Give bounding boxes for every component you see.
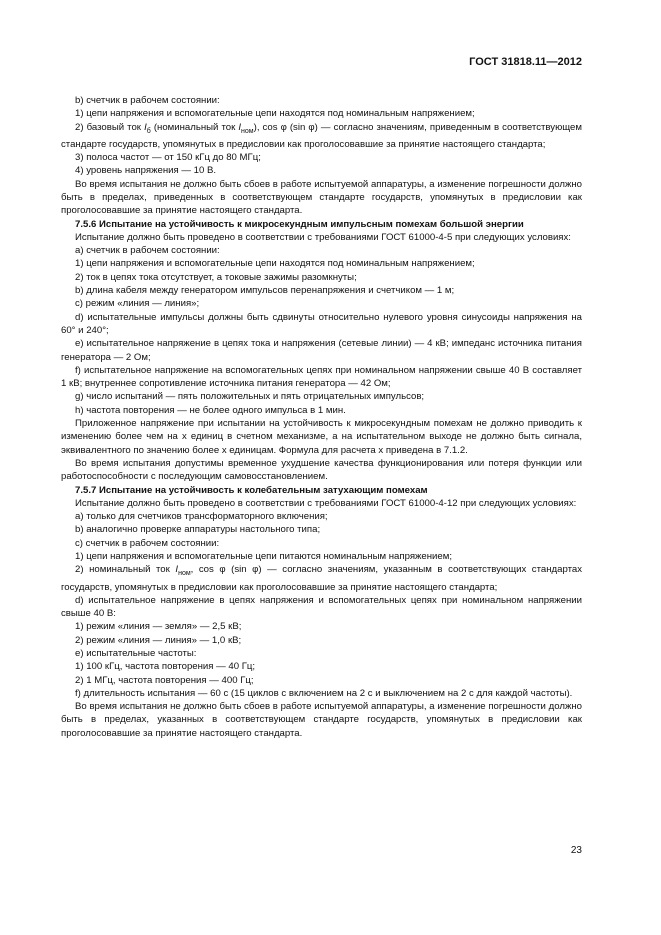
paragraph: f) длительность испытания — 60 с (15 циклов с включением на 2 с и выключением на 2 с для каждой частоты).	[75, 687, 573, 699]
paragraph: e) испытательное напряжение в цепях тока и напряжения (сетевые линии) — 4 кВ; импеданс источника питания генератора — 2 Ом;	[61, 338, 582, 363]
paragraph: g) число испытаний — пять положительных и пять отрицательных импульсов;	[75, 391, 425, 403]
paragraph: 1) цепи напряжения и вспомогательные цепи питаются номинальным напряжением;	[75, 551, 453, 562]
section-heading: 7.5.6 Испытание на устойчивость к микросекундным импульсным помехам большой энергии	[75, 218, 524, 230]
paragraph: Испытание должно быть проведено в соответствии с требованиями ГОСТ 61000-4-12 при следующих условиях:	[75, 497, 577, 509]
paragraph: Во время испытания не должно быть сбоев в работе испытуемой аппаратуры, а изменение погрешности должно быть в пределах, указанных в соответствующем стандарте государств, упомянутых в предисловии как проголосовавшие за принятие настоящего стандарта.	[61, 701, 582, 739]
paragraph: c) счетчик в рабочем состоянии:	[75, 537, 220, 549]
paragraph: а) счетчик в рабочем состоянии:	[75, 245, 220, 257]
paragraph: а) только для счетчиков трансформаторного включения;	[75, 511, 328, 523]
paragraph: d) испытательные импульсы должны быть сдвинуты относительно нулевого уровня синусоиды напряжения на 60° и 240°;	[61, 311, 582, 336]
section-heading: 7.5.7 Испытание на устойчивость к колебательным затухающим помехам	[75, 484, 428, 496]
paragraph: 3) полоса частот — от 150 кГц до 80 МГц;	[75, 152, 261, 164]
paragraph: h) частота повторения — не более одного импульса в 1 мин.	[75, 404, 346, 416]
paragraph: d) испытательное напряжение в цепях напряжения и вспомогательных цепях при номинальном напряжении свыше 40 В:	[61, 594, 582, 620]
document-id: ГОСТ 31818.11—2012	[469, 56, 582, 68]
paragraph: 2) базовый ток $I_б$ (номинальный ток $I_{ном}$), cos φ (sin φ) — согласно значениям, приведенным в соответствующем стандарте государств, упомянутых в предисловии как проголосовавшие за принятие настоящего стандарта;	[61, 121, 582, 150]
paragraph: b) счетчик в рабочем состоянии:	[75, 95, 220, 106]
paragraph: b) длина кабеля между генератором импульсов перенапряжения и счетчиком — 1 м;	[75, 285, 455, 297]
paragraph: Во время испытания допустимы временное ухудшение качества функционирования или потеря функции или работоспособности с последующим самовосстановлением.	[61, 457, 582, 483]
paragraph: 4) уровень напряжения — 10 В.	[75, 165, 217, 177]
document-body	[61, 94, 582, 740]
paragraph: 2) номинальный ток $I_{ном}$, cos φ (sin φ) — согласно значениям, указанным в соответствующих стандартах государств, упомянутых в предисловии как проголосовавшие за принятие настоящего стандарта;	[61, 564, 582, 593]
paragraph: Испытание должно быть проведено в соответствии с требованиями ГОСТ 61000-4-5 при следующих условиях:	[75, 231, 571, 243]
paragraph: Приложенное напряжение при испытании на устойчивость к микросекундным помехам не должно приводить к изменению более чем на x единиц в счетном механизме, а на испытательном выходе не должно быть сигнала, эквивалентного по значению более x единицам. Формула для расчета x приведена в 7.1.2.	[61, 418, 582, 456]
paragraph: 1) 100 кГц, частота повторения — 40 Гц;	[75, 661, 256, 673]
paragraph: 2) режим «линия — линия» — 1,0 кВ;	[75, 634, 242, 646]
paragraph: f) испытательное напряжение на вспомогательных цепях при номинальном напряжении свыше 40 В составляет 1 кВ; внутреннее сопротивление источника питания генератора — 42 Ом;	[61, 364, 582, 390]
paragraph: 1) цепи напряжения и вспомогательные цепи находятся под номинальным напряжением;	[75, 108, 475, 120]
page-number: 23	[570, 845, 582, 856]
paragraph: 1) цепи напряжения и вспомогательные цепи находятся под номинальным напряжением;	[75, 258, 475, 270]
paragraph: 2) ток в цепях тока отсутствует, а токовые зажимы разомкнуты;	[75, 271, 357, 283]
paragraph: 1) режим «линия — земля» — 2,5 кВ;	[75, 621, 242, 633]
paragraph: Во время испытания не должно быть сбоев в работе испытуемой аппаратуры, а изменение погрешности должно быть в пределах, приведенных в соответствующем стандарте государств, упомянутых в предисловии как проголосовавшие за принятие настоящего стандарта.	[61, 178, 582, 217]
paragraph: e) испытательные частоты:	[75, 647, 197, 659]
paragraph: 2) 1 МГц, частота повторения — 400 Гц;	[75, 674, 254, 686]
paragraph: c) режим «линия — линия»;	[75, 298, 200, 310]
paragraph: b) аналогично проверке аппаратуры настольного типа;	[75, 524, 321, 536]
